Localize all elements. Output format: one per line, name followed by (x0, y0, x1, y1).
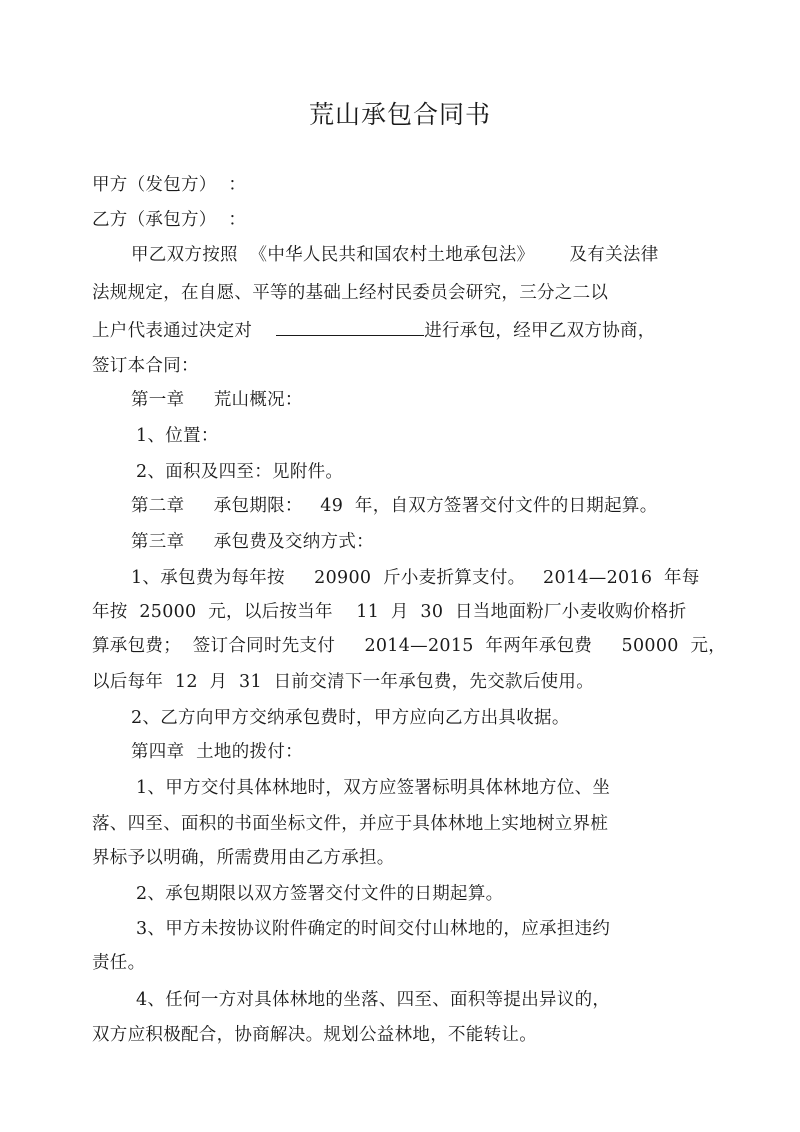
intro-line-1: 甲乙双方按照 《中华人民共和国农村土地承包法》 及有关法律 (131, 245, 659, 265)
chapter-4-item-3-line-1: 3、甲方未按协议附件确定的时间交付山林地的，应承担违约 (136, 919, 611, 939)
intro-line-2: 法规规定，在自愿、平等的基础上经村民委员会研究，三分之二以 (92, 283, 609, 303)
chapter-4-item-1-line-3: 界标予以明确，所需费用由乙方承担。 (92, 848, 395, 868)
chapter-3-item-1-line-3: 算承包费； 签订合同时先支付 2014—2015 年两年承包费 50000 元， (92, 636, 727, 656)
chapter-1-heading: 第一章 荒山概况： (131, 390, 303, 410)
chapter-4-item-2: 2、承包期限以双方签署交付文件的日期起算。 (136, 884, 504, 904)
intro-line-3-after: 进行承包，经甲乙双方协商， (424, 321, 656, 341)
chapter-1-item-1: 1、位置： (136, 426, 219, 446)
chapter-2-heading: 第二章 承包期限： 49 年，自双方签署交付文件的日期起算。 (131, 496, 658, 516)
party-b-line: 乙方（承包方） ： (92, 210, 247, 230)
intro-line-3-before: 上户代表通过决定对 (92, 321, 253, 341)
chapter-4-item-4-line-1: 4、任何一方对具体林地的坐落、四至、面积等提出异议的， (136, 990, 611, 1010)
party-a-line: 甲方（发包方） ： (92, 175, 247, 195)
intro-line-3 (92, 317, 656, 343)
chapter-1-item-2: 2、面积及四至：见附件。 (136, 462, 344, 482)
chapter-4-item-1-line-2: 落、四至、面积的书面坐标文件，并应于具体林地上实地树立界桩 (92, 814, 609, 834)
chapter-4-item-4-line-2: 双方应积极配合，协商解决。规划公益林地，不能转让。 (92, 1025, 537, 1045)
chapter-4-item-1-line-1: 1、甲方交付具体林地时，双方应签署标明具体林地方位、坐 (136, 778, 611, 798)
intro-line-4: 签订本合同： (92, 356, 199, 376)
subject-blank-underline (276, 317, 424, 336)
chapter-3-item-1-line-2: 年按 25000 元，以后按当年 11 月 30 日当地面粉厂小麦收购价格折 (92, 602, 687, 622)
chapter-3-heading: 第三章 承包费及交纳方式： (131, 532, 374, 552)
chapter-3-item-1-line-1: 1、承包费为每年按 20900 斤小麦折算支付。 2014—2016 年每 (131, 568, 700, 588)
document-title: 荒山承包合同书 (308, 100, 491, 129)
chapter-3-item-2: 2、乙方向甲方交纳承包费时，甲方应向乙方出具收据。 (131, 708, 570, 728)
chapter-4-heading: 第四章 土地的拨付： (131, 742, 303, 762)
chapter-4-item-3-line-2: 责任。 (92, 953, 146, 973)
chapter-3-item-1-line-4: 以后每年 12 月 31 日前交清下一年承包费，先交款后使用。 (92, 672, 595, 692)
